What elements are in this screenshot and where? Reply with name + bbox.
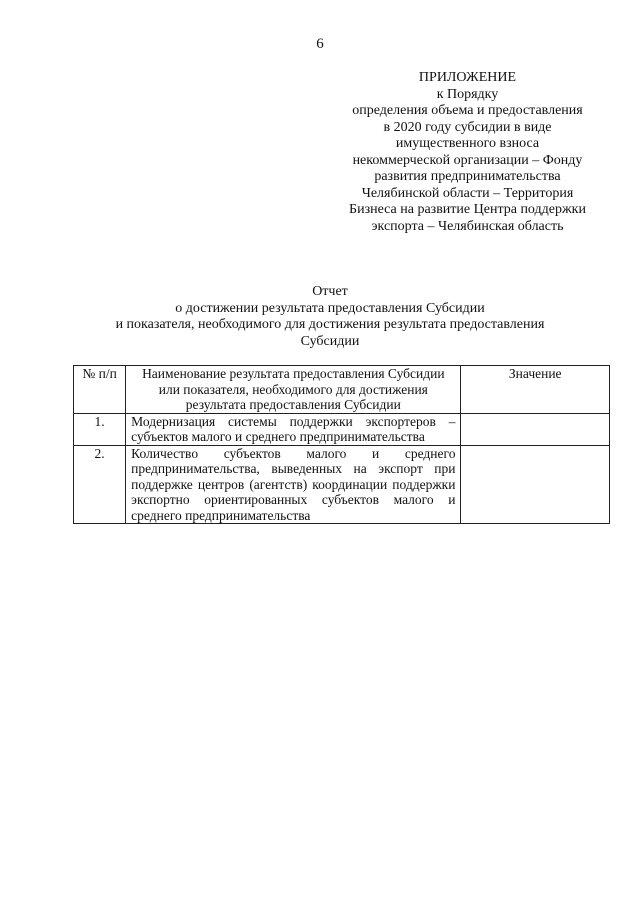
report-table [73,365,610,524]
report-title-line: и показателя, необходимого для достижения результата предоставления [115,317,545,332]
appendix-line: определения объема и предоставления [352,103,583,118]
table-row [74,413,610,445]
header-name: Наименование результата предоставления Субсидии или показателя, необходимого для достижения результата предоставления Субсидии [126,366,461,414]
appendix-line: экспорта – Челябинская область [371,218,564,234]
row-num: 2. [74,445,126,524]
appendix-line: имущественного взноса [395,136,540,151]
row-num: 1. [74,413,126,445]
table-header-row [74,366,610,414]
header-value: Значение [461,366,610,414]
header-num: № п/п [74,366,126,414]
appendix-line: некоммерческой организации – Фонду [352,152,583,168]
appendix-line: развития предпринимательства [374,169,561,184]
row-value [461,445,610,524]
appendix-block [325,70,610,235]
report-title-line: о достижении результата предоставления Субсидии [175,300,485,316]
report-title [60,284,600,350]
row-value [461,413,610,445]
page-number: 6 [316,36,324,52]
row-name: Количество субъектов малого и среднего предпринимательства, выведенных на экспорт при поддержке центров (агентств) координации поддержки экспортно ориентированных субъектов малого и среднего предпринимательства [126,445,461,524]
appendix-line: ПРИЛОЖЕНИЕ [418,70,517,85]
report-title-line: Субсидии [300,333,360,349]
appendix-line: Бизнеса на развитие Центра поддержки [349,202,586,217]
appendix-line: к Порядку [436,86,499,102]
report-title-line: Отчет [312,284,348,299]
table-row [74,445,610,524]
appendix-line: в 2020 году субсидии в виде [383,119,552,135]
appendix-line: Челябинской области – Территория [361,185,574,201]
row-name: Модернизация системы поддержки экспортеров – субъектов малого и среднего предпринимательства [126,413,461,445]
